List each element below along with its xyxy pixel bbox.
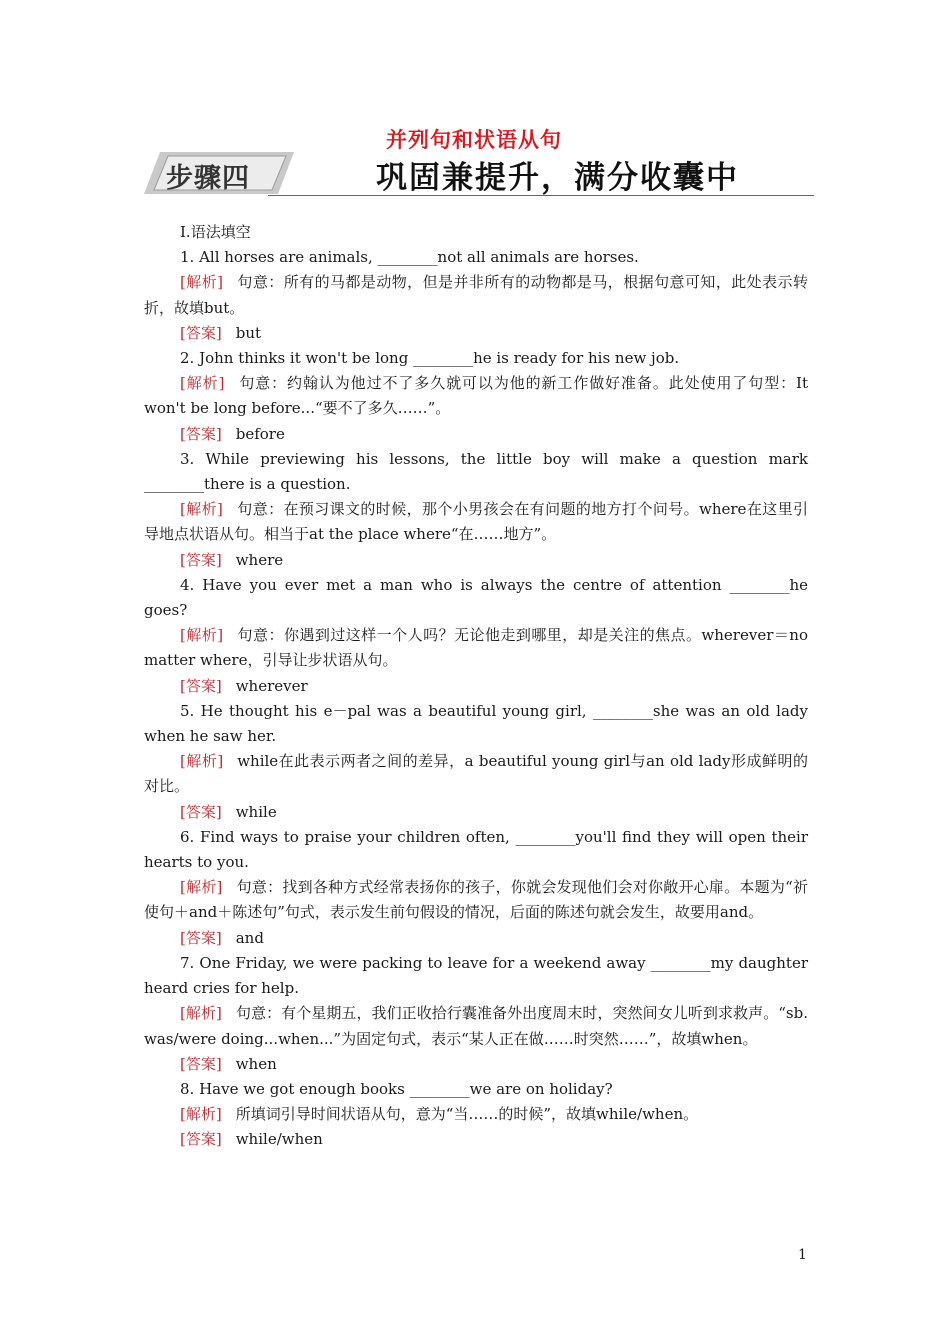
analysis-6 — [144, 875, 808, 925]
analysis-text: 句意：有个星期五，我们正收拾行囊准备外出度周末时，突然间女儿听到求救声。“sb. was/were doing...when...”为固定句式，表示“某人正在做……时突然……”，故填when。 — [144, 1004, 808, 1048]
answer-tag: [答案] — [180, 802, 222, 821]
question-6: 6. Find ways to praise your children often, ________you'll find they will open their hearts to you. — [144, 827, 808, 872]
question-5: 5. He thought his e－pal was a beautiful young girl, ________she was an old lady when he saw her. — [144, 701, 808, 746]
question-7: 7. One Friday, we were packing to leave for a weekend away ________my daughter heard cries for help. — [144, 953, 808, 998]
analysis-tag: [解析] — [180, 500, 223, 519]
analysis-text: 句意：你遇到过这样一个人吗？无论他走到哪里，却是关注的焦点。wherever＝no matter where，引导让步状语从句。 — [144, 626, 808, 670]
step-slogan: 巩固兼提升，满分收囊中 — [376, 160, 739, 196]
analysis-3 — [144, 497, 808, 547]
answer-text: when — [235, 1054, 277, 1073]
question-3: 3. While previewing his lessons, the little boy will make a question mark ________there is a question. — [144, 449, 808, 494]
exercise-content — [144, 220, 808, 1153]
answer-tag: [答案] — [180, 323, 222, 342]
question-4: 4. Have you ever met a man who is always the centre of attention ________he goes? — [144, 575, 808, 620]
answer-tag: [答案] — [180, 1054, 222, 1073]
analysis-8 — [144, 1102, 808, 1127]
answer-3 — [144, 548, 808, 573]
answer-8 — [144, 1127, 808, 1152]
analysis-text: 所填词引导时间状语从句，意为“当……的时候”，故填while/when。 — [235, 1105, 699, 1124]
answer-text: while/when — [235, 1130, 323, 1149]
answer-5 — [144, 800, 808, 825]
question-2: 2. John thinks it won't be long ________he is ready for his new job. — [180, 349, 680, 368]
answer-text: but — [235, 323, 262, 342]
analysis-7 — [144, 1001, 808, 1051]
answer-text: and — [235, 928, 264, 947]
analysis-tag: [解析] — [180, 1105, 222, 1124]
step-label: 步骤四 — [166, 163, 250, 194]
section-title: Ⅰ.语法填空 — [180, 223, 251, 241]
analysis-4 — [144, 623, 808, 673]
answer-6 — [144, 926, 808, 951]
answer-tag: [答案] — [180, 424, 222, 443]
analysis-text: 句意：所有的马都是动物，但是并非所有的动物都是马，根据句意可知，此处表示转折，故填but。 — [144, 273, 808, 317]
answer-7 — [144, 1052, 808, 1077]
answer-4 — [144, 674, 808, 699]
analysis-text: 句意：在预习课文的时候，那个小男孩会在有问题的地方打个问号。where在这里引导地点状语从句。相当于at the place where“在……地方”。 — [144, 500, 808, 544]
step-badge — [144, 150, 294, 196]
analysis-tag: [解析] — [180, 273, 223, 292]
analysis-1 — [144, 270, 808, 320]
analysis-text: while在此表示两者之间的差异，a beautiful young girl与an old lady形成鲜明的对比。 — [144, 752, 808, 796]
answer-text: wherever — [235, 676, 308, 695]
analysis-5 — [144, 749, 808, 799]
answer-text: before — [235, 424, 285, 443]
topic-title: 并列句和状语从句 — [386, 128, 562, 152]
answer-2 — [144, 422, 808, 447]
answer-tag: [答案] — [180, 1130, 222, 1149]
analysis-tag: [解析] — [180, 1004, 222, 1023]
analysis-tag: [解析] — [180, 626, 224, 645]
analysis-text: 句意：找到各种方式经常表扬你的孩子，你就会发现他们会对你敞开心扉。本题为“祈使句＋and＋陈述句”句式，表示发生前句假设的情况，后面的陈述句就会发生，故要用and。 — [144, 878, 808, 922]
answer-tag: [答案] — [180, 676, 222, 695]
answer-text: while — [235, 802, 277, 821]
page-number: 1 — [798, 1247, 807, 1263]
step-banner — [144, 150, 814, 198]
analysis-tag: [解析] — [180, 374, 225, 393]
banner-rule — [268, 195, 814, 196]
question-1: 1. All horses are animals, ________not all animals are horses. — [180, 248, 639, 267]
question-8: 8. Have we got enough books ________we are on holiday? — [180, 1079, 613, 1098]
answer-tag: [答案] — [180, 928, 222, 947]
answer-tag: [答案] — [180, 550, 222, 569]
analysis-text: 句意：约翰认为他过不了多久就可以为他的新工作做好准备。此处使用了句型：It won't be long before...“要不了多久……”。 — [144, 374, 808, 418]
analysis-2 — [144, 371, 808, 421]
analysis-tag: [解析] — [180, 752, 224, 771]
answer-1 — [144, 321, 808, 346]
analysis-tag: [解析] — [180, 878, 223, 897]
answer-text: where — [235, 550, 284, 569]
